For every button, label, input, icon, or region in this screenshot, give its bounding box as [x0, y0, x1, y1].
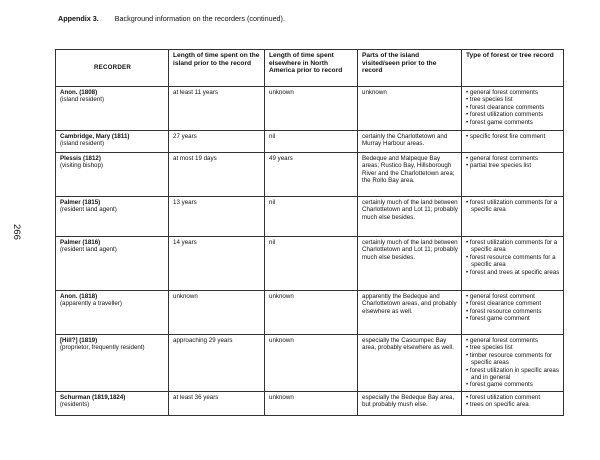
- recorder-cell: [56, 153, 169, 197]
- record-type-item: • forest game comment: [466, 315, 560, 322]
- time-on-island-cell: 27 years: [169, 131, 265, 153]
- parts-visited-cell: certainly much of the land between Charlottetown and Lot 11; probably much else besides.: [358, 237, 462, 291]
- record-type-list: [466, 293, 560, 323]
- time-on-island-cell: at least 36 years: [169, 391, 265, 415]
- record-type-item: • forest game comments: [466, 381, 560, 388]
- recorder-description: (resident land agent): [60, 206, 117, 214]
- record-type-list: [466, 239, 560, 276]
- time-elsewhere-cell: unknown: [265, 87, 358, 131]
- recorders-table: [55, 49, 564, 416]
- time-elsewhere-cell: nil: [265, 131, 358, 153]
- column-header-type: Type of forest or tree record: [462, 50, 564, 87]
- recorder-description: (residents): [60, 401, 90, 409]
- record-type-item: • partial tree species list: [466, 162, 560, 169]
- record-type-cell: [462, 291, 564, 335]
- recorder-name: Anon. (1808): [60, 89, 98, 96]
- record-type-item: • general forest comments: [466, 155, 560, 162]
- record-type-list: [466, 89, 560, 126]
- column-header-time-elsewhere: Length of time spent elsewhere in North America prior to record: [265, 50, 358, 87]
- time-on-island-cell: 14 years: [169, 237, 265, 291]
- record-type-item: • forest and trees at specific areas: [466, 269, 560, 276]
- record-type-cell: [462, 131, 564, 153]
- record-type-list: [466, 155, 560, 170]
- time-elsewhere-cell: unknown: [265, 335, 358, 392]
- record-type-cell: [462, 197, 564, 237]
- time-elsewhere-cell: unknown: [265, 291, 358, 335]
- record-type-cell: [462, 153, 564, 197]
- record-type-item: • general forest comment: [466, 293, 560, 300]
- record-type-cell: [462, 391, 564, 415]
- record-type-item: • forest utilization comments: [466, 111, 560, 118]
- record-type-item: • trees on specific area: [466, 401, 560, 408]
- page-number: 266: [11, 224, 22, 240]
- appendix-caption: Background information on the recorders (continued).: [114, 14, 285, 23]
- recorder-description: (apparently a traveller): [60, 300, 122, 308]
- table-row: [56, 153, 564, 197]
- table-row: [56, 197, 564, 237]
- record-type-item: • forest utilization comments for a specific area: [466, 199, 560, 214]
- parts-visited-cell: apparently the Bedeque and Charlottetown areas, and probably elsewhere as well.: [358, 291, 462, 335]
- time-on-island-cell: approaching 29 years: [169, 335, 265, 392]
- recorder-description: (island resident): [60, 96, 105, 104]
- record-type-list: [466, 199, 560, 214]
- time-elsewhere-cell: unknown: [265, 391, 358, 415]
- table-body: [56, 87, 564, 416]
- appendix-title: [58, 14, 285, 23]
- time-on-island-cell: at most 19 days: [169, 153, 265, 197]
- recorder-name: [Hill?] (1819): [60, 337, 98, 344]
- record-type-item: • forest clearance comment: [466, 300, 560, 307]
- recorder-name: Palmer (1816): [60, 239, 101, 246]
- column-header-time-island: Length of time spent on the island prior to the record: [169, 50, 265, 87]
- record-type-item: • timber resource comments for specific areas: [466, 352, 560, 367]
- recorder-description: (proprietor, frequently resident): [60, 344, 145, 352]
- recorder-name: Anon. (1818): [60, 293, 98, 300]
- recorder-cell: [56, 391, 169, 415]
- record-type-item: • tree species list: [466, 344, 560, 351]
- table-row: [56, 131, 564, 153]
- recorder-description: (island resident): [60, 140, 105, 148]
- time-elsewhere-cell: nil: [265, 197, 358, 237]
- record-type-cell: [462, 87, 564, 131]
- record-type-item: • forest game comments: [466, 119, 560, 126]
- recorder-cell: [56, 335, 169, 392]
- recorder-cell: [56, 291, 169, 335]
- record-type-item: • general forest comments: [466, 89, 560, 96]
- recorder-cell: [56, 197, 169, 237]
- table-row: [56, 291, 564, 335]
- recorder-description: (visiting bishop): [60, 162, 103, 170]
- recorder-description: (resident land agent): [60, 246, 117, 254]
- column-header-recorder: RECORDER: [56, 50, 169, 87]
- appendix-separator: .: [96, 14, 99, 23]
- record-type-item: • general forest comments: [466, 337, 560, 344]
- record-type-item: • forest utilization comments for a specific area: [466, 239, 560, 254]
- parts-visited-cell: unknown: [358, 87, 462, 131]
- header-row: [56, 50, 564, 87]
- table-row: [56, 335, 564, 392]
- time-elsewhere-cell: nil: [265, 237, 358, 291]
- recorder-cell: [56, 237, 169, 291]
- recorder-cell: [56, 87, 169, 131]
- recorder-name: Schurman (1819,1824): [60, 393, 126, 401]
- record-type-item: • tree species list: [466, 96, 560, 103]
- table-row: [56, 237, 564, 291]
- record-type-cell: [462, 237, 564, 291]
- parts-visited-cell: especially the Cascumpec Bay area, probably elsewhere as well.: [358, 335, 462, 392]
- record-type-item: • forest resource comments: [466, 308, 560, 315]
- record-type-list: [466, 337, 560, 389]
- recorder-cell: [56, 131, 169, 153]
- parts-visited-cell: certainly much of the land between Charlottetown and Lot 11; probably much else besides.: [358, 197, 462, 237]
- record-type-item: • forest utilization comment: [466, 394, 560, 401]
- table-row: [56, 87, 564, 131]
- recorder-name: Cambridge, Mary (1811): [60, 133, 130, 140]
- time-on-island-cell: at least 11 years: [169, 87, 265, 131]
- record-type-list: [466, 394, 560, 409]
- record-type-list: [466, 133, 560, 140]
- recorder-name: Palmer (1815): [60, 199, 101, 206]
- appendix-label: Appendix 3: [58, 14, 97, 23]
- parts-visited-cell: certainly the Charlottetown and Murray Harbour areas.: [358, 131, 462, 153]
- record-type-cell: [462, 335, 564, 392]
- record-type-item: • forest utilization in specific areas and in general: [466, 367, 560, 382]
- record-type-item: • forest clearance comments: [466, 104, 560, 111]
- parts-visited-cell: Bedeque and Malpeque Bay areas; Rustico Bay, Hillsborough River and the Charlottetown area; the Rollo Bay area.: [358, 153, 462, 197]
- time-elsewhere-cell: 49 years: [265, 153, 358, 197]
- record-type-item: • specific forest fire comment: [466, 133, 560, 140]
- record-type-item: • forest resource comments for a specific area: [466, 254, 560, 269]
- time-on-island-cell: 13 years: [169, 197, 265, 237]
- parts-visited-cell: especially the Bedeque Bay area, but probably mush else.: [358, 391, 462, 415]
- column-header-parts: Parts of the island visited/seen prior to the record: [358, 50, 462, 87]
- time-on-island-cell: unknown: [169, 291, 265, 335]
- table-row: [56, 391, 564, 415]
- recorder-name: Plessis (1812): [60, 155, 101, 162]
